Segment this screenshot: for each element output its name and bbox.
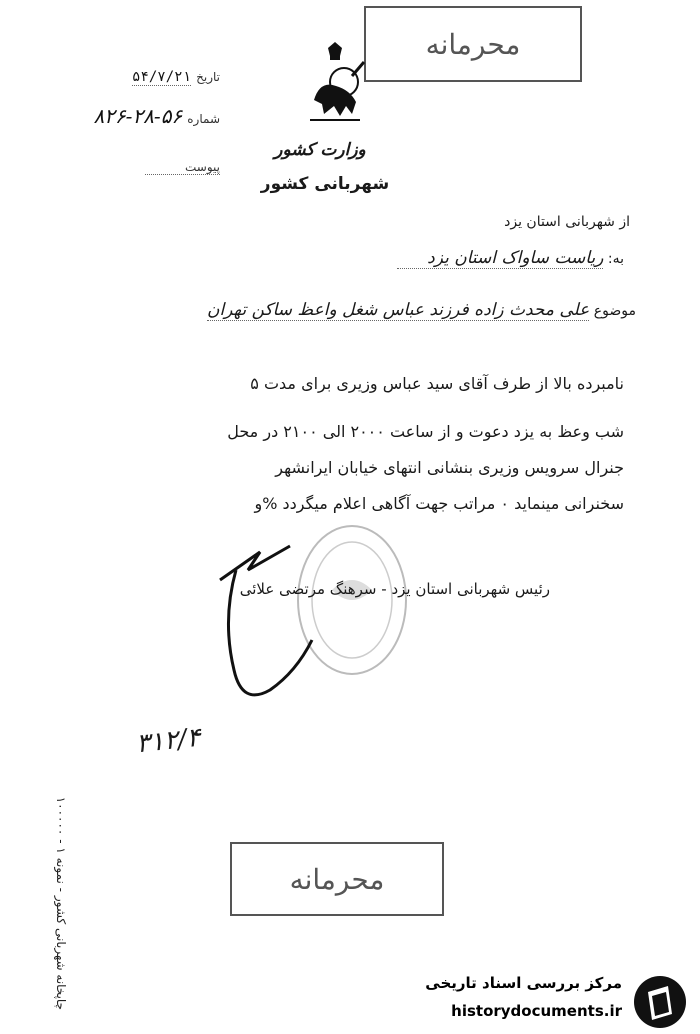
signature-scribble-icon xyxy=(200,540,350,710)
subject-value: علی محدث زاده فرزند عباس شغل واعظ ساکن تهران xyxy=(207,300,590,320)
handwritten-reference: ۳۱۲/۴ xyxy=(134,722,203,760)
attachment-row xyxy=(120,156,220,175)
archive-watermark-title: مرکز بررسی اسناد تاریخی xyxy=(425,974,622,992)
date-row xyxy=(70,66,220,85)
number-row xyxy=(30,104,220,128)
number-label: شماره xyxy=(187,112,220,126)
number-value: ۵۶-۲۸-۸۲۶ xyxy=(93,104,183,128)
signature-line: رئیس شهربانی استان یزد - سرهنگ مرتضی علائی xyxy=(239,580,550,598)
side-print-text: چاپخانه شهربانی کشور - نمونه ۱ - ۱۰۰۰۰۰ xyxy=(54,796,68,1010)
confidential-stamp-top-text: محرمانه xyxy=(425,27,521,61)
date-value: ۵۴/۷/۲۱ xyxy=(132,69,192,85)
lion-and-sun-emblem-icon xyxy=(300,40,370,140)
subject-label: موضوع xyxy=(593,303,636,319)
to-value: ریاست ساواک استان یزد xyxy=(397,248,603,269)
side-print xyxy=(46,760,70,1010)
from-line: از شهربانی استان یزد xyxy=(504,214,630,230)
body-line: نامبرده بالا از طرف آقای سید عباس وزیری برای مدت ۵ xyxy=(250,374,624,393)
ministry-title: وزارت کشور xyxy=(274,140,366,160)
attachment-label: پیوست xyxy=(145,160,220,175)
to-label: به: xyxy=(607,251,624,267)
to-row xyxy=(397,248,624,268)
body-line: سخنرانی مینماید ۰ مراتب جهت آگاهی اعلام میگردد %و xyxy=(254,494,624,513)
confidential-stamp-bottom-text: محرمانه xyxy=(289,862,385,896)
subject-row xyxy=(207,300,636,320)
archive-logo-icon xyxy=(632,974,688,1030)
department-title: شهربانی کشور xyxy=(260,174,390,194)
archive-watermark-url: historydocuments.ir xyxy=(451,1002,622,1020)
archive-watermark xyxy=(412,968,700,1034)
confidential-stamp-bottom xyxy=(230,842,444,916)
date-label: تاریخ xyxy=(196,70,220,84)
confidential-stamp-top xyxy=(364,6,582,82)
body-line: جنرال سرویس وزیری بنشانی انتهای خیابان ایرانشهر xyxy=(275,458,624,477)
body-line: شب وعظ به یزد دعوت و از ساعت ۲۰۰۰ الی ۲۱۰۰ در محل xyxy=(227,422,624,441)
